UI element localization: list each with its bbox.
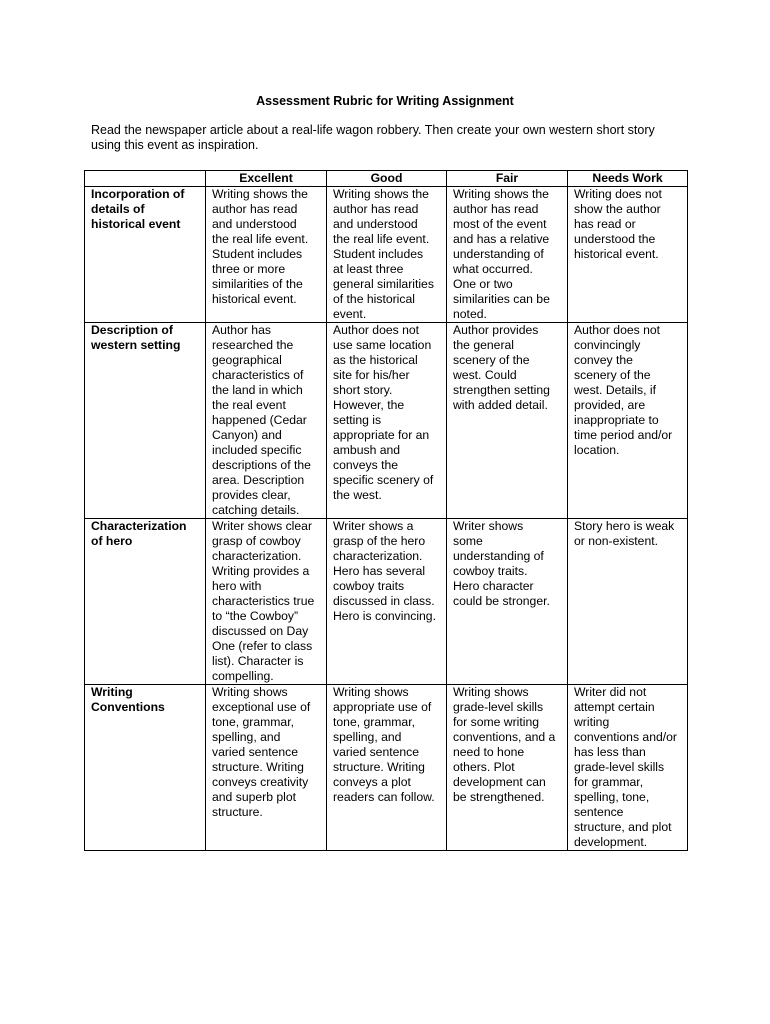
cell-text-line: Author does not [333,323,420,337]
cell-text-line: Student includes [212,247,303,261]
cell-text-line: Writing shows [453,685,529,699]
cell-text-line: appropriate use of [333,700,432,714]
cell-text-line: One (refer to class [212,639,313,653]
instructions-line: Read the newspaper article about a real-life wagon robbery. Then create your own western short story [91,123,655,137]
cell-text-line: Writing [91,685,133,699]
cell-text-line: conventions, and a [453,730,556,744]
cell-text-line: Story hero is weak [574,519,675,533]
cell-text-line: and understood [333,217,418,231]
cell-text-line: researched the [212,338,294,352]
cell-text-line: the real event [212,398,286,412]
cell-text-line: Hero is convincing. [333,609,436,623]
cell-text-line: sentence [574,805,624,819]
excellent-cell [206,685,327,851]
cell-text-line: Writer shows a [333,519,414,533]
cell-text-line: discussed on Day [212,624,309,638]
cell-text-line: of the historical [333,292,415,306]
cell-text-line: be strengthened. [453,790,545,804]
cell-text-line: area. Description [212,473,305,487]
cell-text-line: convey the [574,353,633,367]
cell-text-line: use same location [333,338,432,352]
cell-text-line: spelling, and [212,730,281,744]
cell-text-line: Writer shows [453,519,524,533]
cell-text-line: Conventions [91,700,165,714]
cell-text-line: Characterization [91,519,187,533]
cell-text-line: conveys the [333,458,399,472]
rubric-table [84,170,688,851]
cell-text-line: three or more [212,262,286,276]
good-cell [327,187,447,323]
cell-text-line: the real life event. [333,232,430,246]
criterion-cell [85,519,206,685]
cell-text-line: However, the [333,398,405,412]
header-excellent: Excellent [206,171,327,187]
cell-text-line: similarities of the [212,277,303,291]
cell-text-line: for some writing [453,715,540,729]
cell-text-line: Writing shows the [212,187,308,201]
needs-work-cell [568,323,688,519]
cell-text-line: Author does not [574,323,661,337]
cell-text-line: varied sentence [333,745,420,759]
cell-text-line: author has read [212,202,298,216]
cell-text-line: writing [574,715,610,729]
cell-text-line: Writing provides a [212,564,310,578]
cell-text-line: Writing shows [333,685,409,699]
cell-text-line: appropriate for an [333,428,430,442]
table-row [85,685,688,851]
cell-text-line: convincingly [574,338,641,352]
cell-text-line: most of the event [453,217,547,231]
cell-text-line: similarities can be [453,292,550,306]
cell-text-line: happened (Cedar [212,413,307,427]
cell-text-line: Student includes [333,247,424,261]
good-cell [327,323,447,519]
cell-text-line: characteristics of [212,368,304,382]
cell-text-line: Writing does not [574,187,662,201]
cell-text-line: could be stronger. [453,594,550,608]
cell-text-line: catching details. [212,503,300,517]
cell-text-line: conventions and/or [574,730,677,744]
cell-text-line: spelling, tone, [574,790,650,804]
cell-text-line: west. Details, if [574,383,656,397]
instructions-paragraph [91,123,691,153]
header-needs-work: Needs Work [568,171,688,187]
cell-text-line: exceptional use of [212,700,311,714]
header-criterion [85,171,206,187]
cell-text-line: characterization. [333,549,423,563]
cell-text-line: conveys creativity [212,775,309,789]
cell-text-line: event. [333,307,367,321]
document-title: Assessment Rubric for Writing Assignment [256,94,514,108]
cell-text-line: to “the Cowboy” [212,609,299,623]
cell-text-line: show the author [574,202,661,216]
cell-text-line: understanding of [453,247,544,261]
good-cell [327,519,447,685]
cell-text-line: of hero [91,534,133,548]
cell-text-line: others. Plot [453,760,515,774]
cell-text-line: and superb plot [212,790,297,804]
fair-cell [447,519,568,685]
fair-cell [447,323,568,519]
cell-text-line: grade-level skills [453,700,544,714]
cell-text-line: Canyon) and [212,428,282,442]
cell-text-line: strengthen setting [453,383,550,397]
header-fair: Fair [447,171,568,187]
cell-text-line: general similarities [333,277,434,291]
fair-cell [447,685,568,851]
cell-text-line: scenery of the [453,353,530,367]
cell-text-line: the west. [333,488,382,502]
cell-text-line: author has read [453,202,539,216]
cell-text-line: readers can follow. [333,790,435,804]
cell-text-line: author has read [333,202,419,216]
cell-text-line: and understood [212,217,297,231]
criterion-cell [85,187,206,323]
cell-text-line: attempt certain [574,700,655,714]
good-cell [327,685,447,851]
cell-text-line: tone, grammar, [333,715,415,729]
cell-text-line: included specific [212,443,302,457]
needs-work-cell [568,187,688,323]
cell-text-line: development can [453,775,546,789]
cell-text-line: need to hone [453,745,525,759]
cell-text-line: Description of [91,323,173,337]
cell-text-line: characteristics true [212,594,315,608]
cell-text-line: ambush and [333,443,401,457]
cell-text-line: Author has [212,323,271,337]
criterion-cell [85,685,206,851]
cell-text-line: Writing shows [212,685,288,699]
fair-cell [447,187,568,323]
excellent-cell [206,187,327,323]
cell-text-line: structure. Writing [333,760,425,774]
cell-text-line: Incorporation of [91,187,185,201]
header-good: Good [327,171,447,187]
cell-text-line: scenery of the [574,368,651,382]
cell-text-line: structure. Writing [212,760,304,774]
cell-text-line: provided, are [574,398,646,412]
cell-text-line: the real life event. [212,232,309,246]
cell-text-line: west. Could [453,368,517,382]
cell-text-line: historical event. [212,292,297,306]
cell-text-line: some [453,534,483,548]
cell-text-line: grasp of cowboy [212,534,301,548]
cell-text-line: inappropriate to [574,413,659,427]
excellent-cell [206,519,327,685]
cell-text-line: Hero character [453,579,534,593]
instructions-line: using this event as inspiration. [91,138,259,152]
cell-text-line: site for his/her [333,368,410,382]
cell-text-line: discussed in class. [333,594,435,608]
cell-text-line: geographical [212,353,282,367]
excellent-cell [206,323,327,519]
cell-text-line: spelling, and [333,730,402,744]
cell-text-line: historical event. [574,247,659,261]
cell-text-line: characterization. [212,549,302,563]
cell-text-line: list). Character is [212,654,304,668]
cell-text-line: historical event [91,217,181,231]
cell-text-line: Writer did not [574,685,647,699]
cell-text-line: varied sentence [212,745,299,759]
cell-text-line: Writer shows clear [212,519,313,533]
cell-text-line: specific scenery of [333,473,434,487]
cell-text-line: Hero has several [333,564,426,578]
cell-text-line: at least three [333,262,404,276]
cell-text-line: structure. [212,805,263,819]
table-row [85,519,688,685]
needs-work-cell [568,519,688,685]
cell-text-line: cowboy traits. [453,564,528,578]
cell-text-line: western setting [91,338,181,352]
cell-text-line: for grammar, [574,775,644,789]
rubric-header-row [85,171,688,187]
cell-text-line: the general [453,338,514,352]
cell-text-line: structure, and plot [574,820,672,834]
cell-text-line: provides clear, [212,488,291,502]
cell-text-line: grade-level skills [574,760,665,774]
cell-text-line: what occurred. [453,262,533,276]
cell-text-line: time period and/or [574,428,673,442]
cell-text-line: location. [574,443,620,457]
cell-text-line: development. [574,835,648,849]
rubric-body [85,187,688,851]
cell-text-line: noted. [453,307,487,321]
cell-text-line: has read or [574,217,636,231]
cell-text-line: setting is [333,413,382,427]
cell-text-line: as the historical [333,353,418,367]
cell-text-line: cowboy traits [333,579,405,593]
table-row [85,323,688,519]
cell-text-line: short story. [333,383,393,397]
table-row [85,187,688,323]
cell-text-line: with added detail. [453,398,548,412]
cell-text-line: tone, grammar, [212,715,294,729]
criterion-cell [85,323,206,519]
cell-text-line: the land in which [212,383,303,397]
cell-text-line: grasp of the hero [333,534,426,548]
cell-text-line: Writing shows the [333,187,429,201]
cell-text-line: understood the [574,232,656,246]
cell-text-line: has less than [574,745,646,759]
cell-text-line: Author provides [453,323,539,337]
cell-text-line: compelling. [212,669,274,683]
cell-text-line: conveys a plot [333,775,411,789]
cell-text-line: Writing shows the [453,187,549,201]
cell-text-line: descriptions of the [212,458,311,472]
cell-text-line: or non-existent. [574,534,659,548]
cell-text-line: One or two [453,277,513,291]
cell-text-line: hero with [212,579,262,593]
needs-work-cell [568,685,688,851]
cell-text-line: understanding of [453,549,544,563]
cell-text-line: and has a relative [453,232,550,246]
cell-text-line: details of [91,202,145,216]
